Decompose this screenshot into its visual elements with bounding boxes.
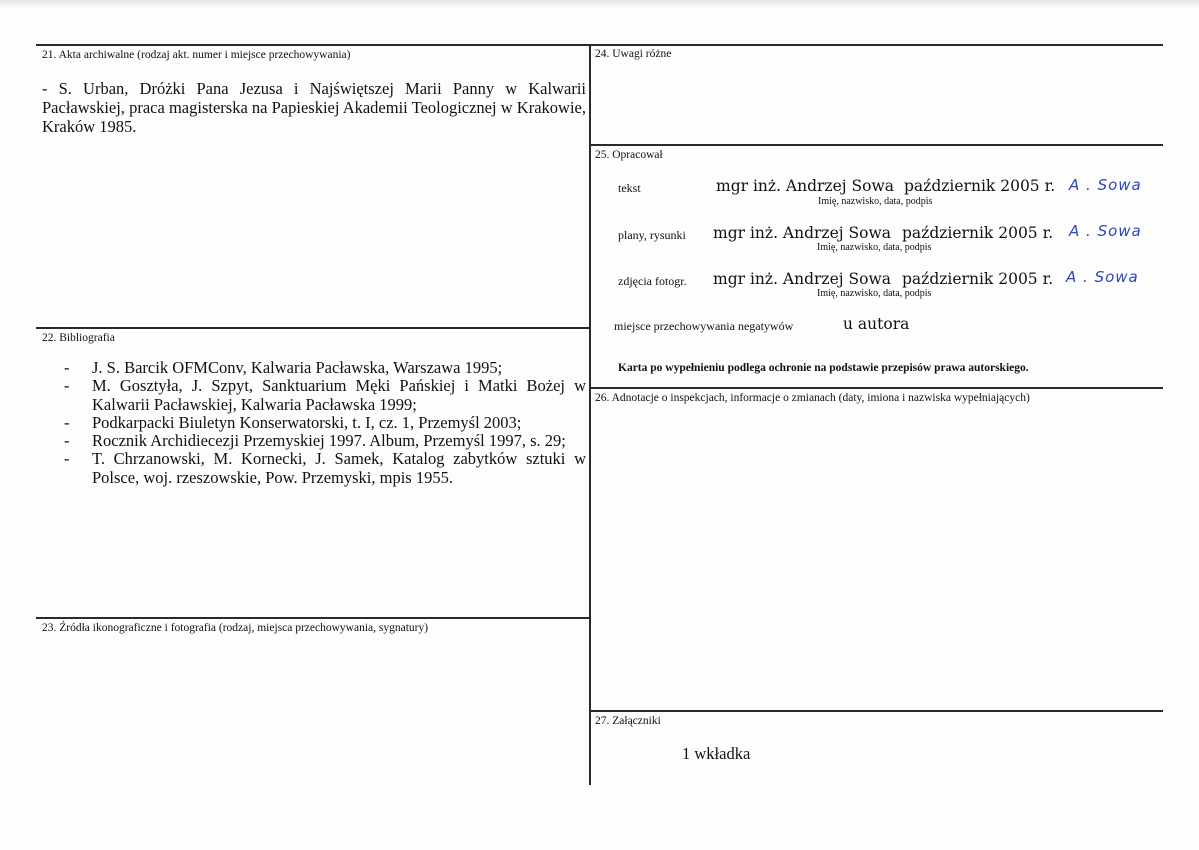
section-27-label: 27. Załączniki: [595, 715, 661, 727]
field-caption: Imię, nazwisko, data, podpis: [818, 196, 933, 207]
section-22-label: 22. Bibliografia: [42, 332, 115, 344]
signature: A . Sowa: [1066, 268, 1139, 286]
field-caption: Imię, nazwisko, data, podpis: [817, 288, 932, 299]
author-name: mgr inż. Andrzej Sowa: [713, 224, 891, 242]
bibliography-list: [64, 359, 586, 487]
rule-24-25: [589, 144, 1163, 146]
top-rule: [36, 44, 1163, 46]
paper-top-edge: [0, 0, 1199, 8]
bibliography-item: - J. S. Barcik OFMConv, Kalwaria Pacławska, Warszawa 1995;: [64, 359, 586, 377]
copyright-notice: Karta po wypełnieniu podlega ochronie na podstawie przepisów prawa autorskiego.: [618, 362, 1029, 374]
author-name: mgr inż. Andrzej Sowa: [713, 270, 891, 288]
field-caption: Imię, nazwisko, data, podpis: [817, 242, 932, 253]
rule-21-22: [36, 327, 589, 329]
rule-25-26: [589, 387, 1163, 389]
bibliography-item: - Podkarpacki Biuletyn Konserwatorski, t. I, cz. 1, Przemyśl 2003;: [64, 414, 586, 432]
signature: A . Sowa: [1069, 176, 1142, 194]
author-date: październik 2005 r.: [902, 270, 1054, 288]
section-26-label: 26. Adnotacje o inspekcjach, informacje o zmianach (daty, imiona i nazwiska wypełniających): [595, 392, 1030, 404]
section-21-text: - S. Urban, Dróżki Pana Jezusa i Najświętszej Marii Panny w Kalwarii Pacławskiej, praca magisterska na Papieskiej Akademii Teologicznej w Krakowie, Kraków 1985.: [42, 79, 586, 136]
row-label-drawings: plany, rysunki: [618, 228, 686, 242]
center-divider: [589, 44, 591, 785]
bibliography-item: - Rocznik Archidiecezji Przemyskiej 1997. Album, Przemyśl 1997, s. 29;: [64, 432, 586, 450]
attachments-value: 1 wkładka: [682, 744, 751, 763]
negatives-label: miejsce przechowywania negatywów: [614, 319, 794, 333]
author-name: mgr inż. Andrzej Sowa: [716, 177, 894, 195]
bibliography-item: - M. Gosztyła, J. Szpyt, Sanktuarium Męki Pańskiej i Matki Bożej w Kalwarii Pacławskiej, Kalwaria Pacławska 1999;: [64, 377, 586, 414]
bibliography-item: - T. Chrzanowski, M. Kornecki, J. Samek, Katalog zabytków sztuki w Polsce, woj. rzeszowskie, Pow. Przemyski, mpis 1955.: [64, 450, 586, 487]
section-23-label: 23. Źródła ikonograficzne i fotografia (rodzaj, miejsca przechowywania, sygnatury): [42, 622, 429, 634]
author-date: październik 2005 r.: [902, 224, 1054, 242]
rule-22-23: [36, 617, 589, 619]
row-label-photos: zdjęcia fotogr.: [618, 274, 687, 288]
section-25-label: 25. Opracował: [595, 149, 663, 161]
rule-26-27: [589, 710, 1163, 712]
section-24-label: 24. Uwagi różne: [595, 48, 672, 60]
author-date: październik 2005 r.: [904, 177, 1056, 195]
negatives-value: u autora: [843, 315, 910, 333]
row-label-text: tekst: [618, 181, 641, 195]
signature: A . Sowa: [1069, 222, 1142, 240]
section-21-label: 21. Akta archiwalne (rodzaj akt. numer i miejsce przechowywania): [42, 49, 351, 61]
